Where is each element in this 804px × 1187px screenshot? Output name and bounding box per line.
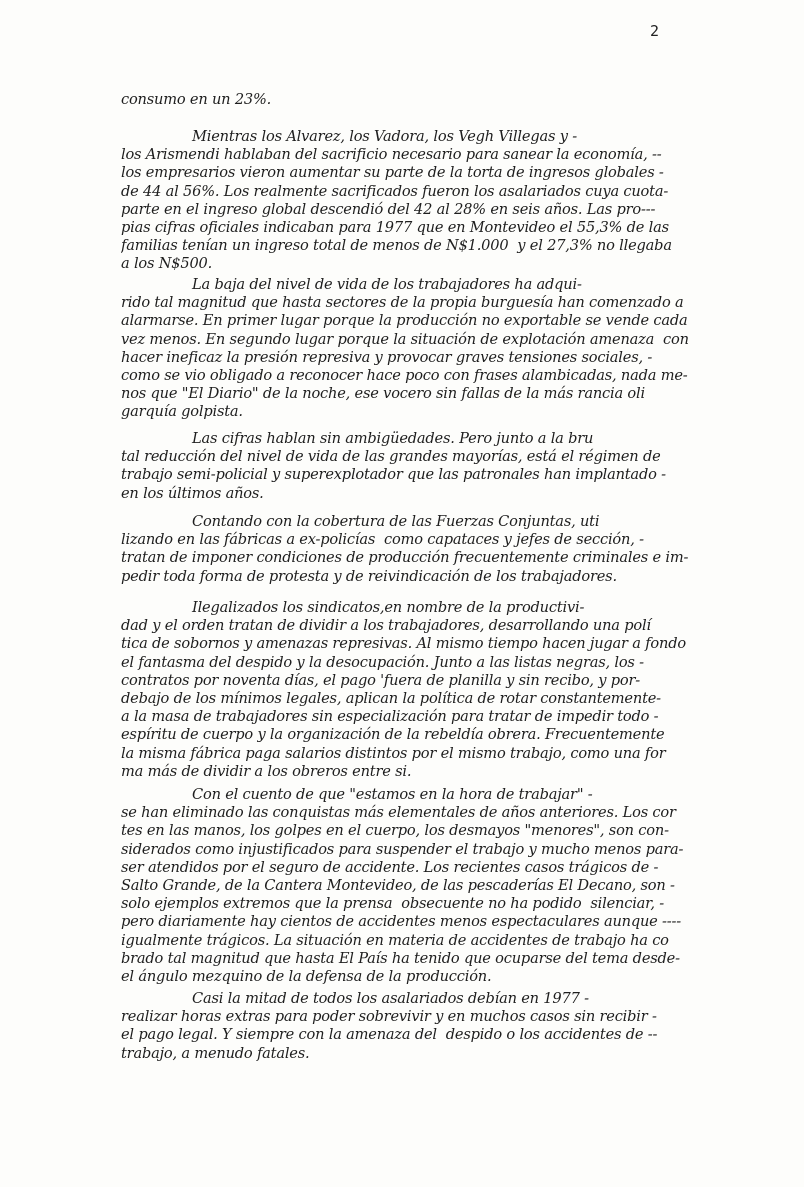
text-line: como se vio obligado a reconocer hace poco con frases alambicadas, nada me- xyxy=(121,366,688,384)
text-line: trabajo semi-policial y superexplotador que las patronales han implantado - xyxy=(121,466,666,484)
text-line: contratos por noventa días, el pago 'fuera de planilla y sin recibo, y por- xyxy=(121,671,641,689)
text-line: pedir toda forma de protesta y de reivindicación de los trabajadores. xyxy=(121,567,617,585)
text-line: lizando en las fábricas a ex-policías como capataces y jefes de sección, - xyxy=(121,531,644,549)
paragraph-4 xyxy=(121,430,761,503)
text-line: a los N$500. xyxy=(121,255,213,273)
text-line: realizar horas extras para poder sobrevivir y en muchos casos sin recibir - xyxy=(121,1008,657,1026)
text-line: se han eliminado las conquistas más elementales de años anteriores. Los cor xyxy=(121,804,676,822)
text-line: Salto Grande, de la Cantera Montevideo, de las pescaderías El Decano, son - xyxy=(121,876,675,894)
text-line: solo ejemplos extremos que la prensa obsecuente no ha podido silenciar, - xyxy=(121,895,664,913)
paragraph-2 xyxy=(121,128,761,274)
text-line: pero diariamente hay cientos de accidentes menos espectaculares aunque ---- xyxy=(121,913,681,931)
text-line: igualmente trágicos. La situación en materia de accidentes de trabajo ha co xyxy=(121,931,669,949)
text-line: vez menos. En segundo lugar porque la situación de explotación amenaza con xyxy=(121,330,689,348)
text-line: La baja del nivel de vida de los trabajadores ha adqui- xyxy=(121,276,582,293)
text-line: la misma fábrica paga salarios distintos por el mismo trabajo, como una for xyxy=(121,744,666,762)
text-line: el ángulo mezquino de la defensa de la producción. xyxy=(121,967,492,985)
text-line: Mientras los Alvarez, los Vadora, los Vegh Villegas y - xyxy=(121,128,577,145)
text-line: los empresarios vieron aumentar su parte de la torta de ingresos globales - xyxy=(121,164,664,182)
text-line: parte en el ingreso global descendió del 42 al 28% en seis años. Las pro--- xyxy=(121,200,656,218)
text-line: dad y el orden tratan de dividir a los trabajadores, desarrollando una polí xyxy=(121,617,651,635)
paragraph-7 xyxy=(121,786,761,986)
text-line: ser atendidos por el seguro de accidente. Los recientes casos trágicos de - xyxy=(121,858,659,876)
text-line: pias cifras oficiales indicaban para 1977 que en Montevideo el 55,3% de las xyxy=(121,218,669,236)
text-line: brado tal magnitud que hasta El País ha tenido que ocuparse del tema desde- xyxy=(121,949,680,967)
text-line: el fantasma del despido y la desocupación. Junto a las listas negras, los - xyxy=(121,653,644,671)
text-line: Con el cuento de que "estamos en la hora de trabajar" - xyxy=(121,786,593,803)
text-line: Las cifras hablan sin ambigüedades. Pero junto a la bru xyxy=(121,430,594,447)
text-line: hacer ineficaz la presión represiva y provocar graves tensiones sociales, - xyxy=(121,348,653,366)
text-line: familias tenían un ingreso total de menos de N$1.000 y el 27,3% no llegaba xyxy=(121,237,672,255)
paragraph-5 xyxy=(121,513,761,586)
text-line: ma más de dividir a los obreros entre si. xyxy=(121,762,412,780)
text-line: tes en las manos, los golpes en el cuerpo, los desmayos "menores", son con- xyxy=(121,822,669,840)
paragraph-6 xyxy=(121,599,761,781)
text-line: tal reducción del nivel de vida de las grandes mayorías, está el régimen de xyxy=(121,448,661,466)
text-line: rido tal magnitud que hasta sectores de la propia burguesía han comenzado a xyxy=(121,294,684,312)
text-line: de 44 al 56%. Los realmente sacrificados fueron los asalariados cuya cuota- xyxy=(121,182,669,200)
paragraph-8 xyxy=(121,990,761,1063)
text-line: alarmarse. En primer lugar porque la producción no exportable se vende cada xyxy=(121,312,688,330)
page-number: 2 xyxy=(650,22,660,40)
text-line: nos que "El Diario" de la noche, ese vocero sin fallas de la más rancia oli xyxy=(121,385,645,403)
text-line: en los últimos años. xyxy=(121,484,264,502)
text-line: tratan de imponer condiciones de producción frecuentemente criminales e im- xyxy=(121,549,689,567)
text-line: trabajo, a menudo fatales. xyxy=(121,1044,310,1062)
text-line: siderados como injustificados para suspender el trabajo y mucho menos para- xyxy=(121,840,684,858)
text-line: espíritu de cuerpo y la organización de la rebeldía obrera. Frecuentemente xyxy=(121,726,665,744)
text-line: debajo de los mínimos legales, aplican la política de rotar constantemente- xyxy=(121,689,661,707)
paragraph-3 xyxy=(121,276,761,422)
text-line: consumo en un 23%. xyxy=(121,91,272,108)
text-line: garquía golpista. xyxy=(121,403,243,421)
text-line: Ilegalizados los sindicatos,en nombre de la productivi- xyxy=(121,599,585,616)
text-line: Casi la mitad de todos los asalariados debían en 1977 - xyxy=(121,990,589,1007)
text-line: a la masa de trabajadores sin especialización para tratar de impedir todo - xyxy=(121,708,659,726)
text-line: Contando con la cobertura de las Fuerzas Conjuntas, uti xyxy=(121,513,600,530)
text-line: el pago legal. Y siempre con la amenaza del despido o los accidentes de -- xyxy=(121,1026,658,1044)
paragraph-1 xyxy=(121,91,761,109)
text-line: tica de sobornos y amenazas represivas. Al mismo tiempo hacen jugar a fondo xyxy=(121,635,686,653)
text-line: los Arismendi hablaban del sacrificio necesario para sanear la economía, -- xyxy=(121,146,662,164)
